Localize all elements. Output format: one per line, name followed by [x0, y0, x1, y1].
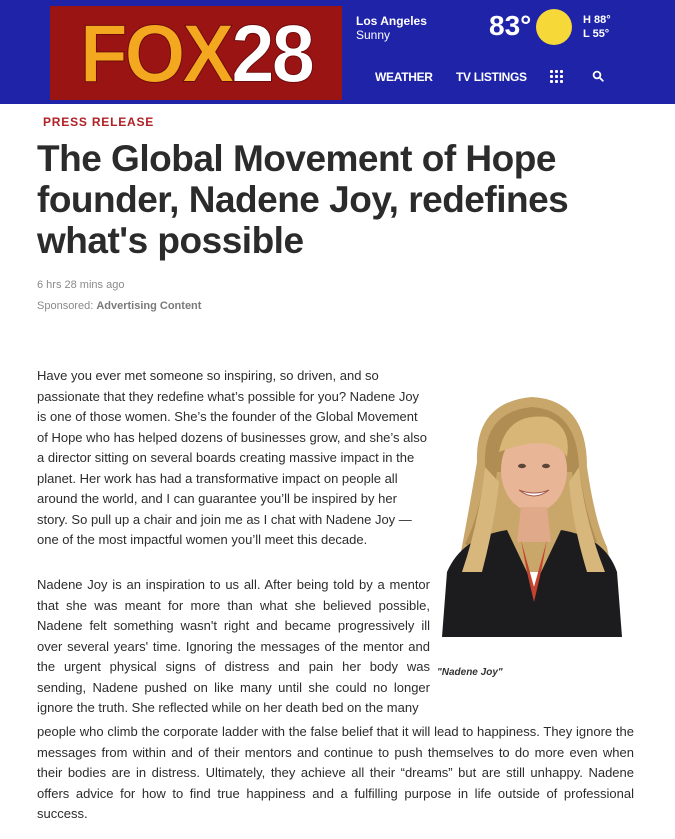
sponsored-prefix: Sponsored: — [37, 300, 94, 312]
weather-temperature[interactable]: 83° — [489, 10, 532, 41]
weather-high: H 88° — [583, 14, 611, 26]
logo-text-fox: FOX — [79, 6, 232, 100]
article-timestamp: 6 hrs 28 mins ago — [37, 279, 125, 291]
sponsored-label — [37, 300, 201, 312]
logo-text-28: 28 — [231, 6, 313, 100]
nadene-joy-photo — [437, 372, 622, 637]
portrait-image — [437, 372, 622, 637]
article-paragraph-2: Nadene Joy is an inspiration to us all. After being told by a mentor that she was meant for more than what she believed possible, Nadene felt something wasn't right and became progressively ill over several years' time. Ignoring the messages of the mentor and the urgent physical signs of distress and pain her body was sending, Nadene pushed on like many until she could no longer ignore the truth. She reflected while on her death bed on the many — [37, 577, 430, 715]
weather-low: L 55° — [583, 28, 610, 40]
nav-tv-listings-link[interactable]: TV LISTINGS — [456, 70, 527, 84]
weather-location: Los Angeles — [356, 14, 427, 28]
site-header — [0, 0, 675, 104]
article-category-label[interactable]: PRESS RELEASE — [43, 115, 155, 129]
article-headline: The Global Movement of Hope founder, Nadene Joy, redefines what's possible — [37, 138, 569, 261]
photo-caption: "Nadene Joy" — [437, 667, 503, 678]
article-paragraph-1: Have you ever met someone so inspiring, so driven, and so passionate that they redefine what’s possible for you? Nadene Joy is one of those women. She’s the founder of the Global Movement of Hope who has helped dozens of businesses grow, and she’s also a director sitting on several boards creating massive impact in the planet. Her work has had a transformative impact on people all around the world, and I can guarantee you’ll be inspired by her story. So pull up a chair and join me as I chat with Nadene Joy — one of the most impactful women you’ll meet this decade. — [37, 368, 428, 547]
fox28-logo[interactable] — [50, 6, 342, 100]
sponsored-value: Advertising Content — [96, 300, 202, 312]
nav-weather-link[interactable]: WEATHER — [375, 70, 433, 84]
search-icon[interactable] — [592, 70, 604, 82]
grid-menu-icon[interactable] — [550, 70, 563, 83]
sun-icon — [536, 9, 572, 45]
article-paragraph-2-continued: people who climb the corporate ladder with the false belief that it will lead to happiness. They ignore the messages from within and of their mentors and continue to push themselves to do more even when their bodies are in distress. Ultimately, they achieve all their “dreams” but are still unhappy. Nadene offers advice for how to find true happiness and a fulfilling purpose in life outside of professional success. — [37, 724, 634, 821]
weather-condition: Sunny — [356, 28, 391, 42]
